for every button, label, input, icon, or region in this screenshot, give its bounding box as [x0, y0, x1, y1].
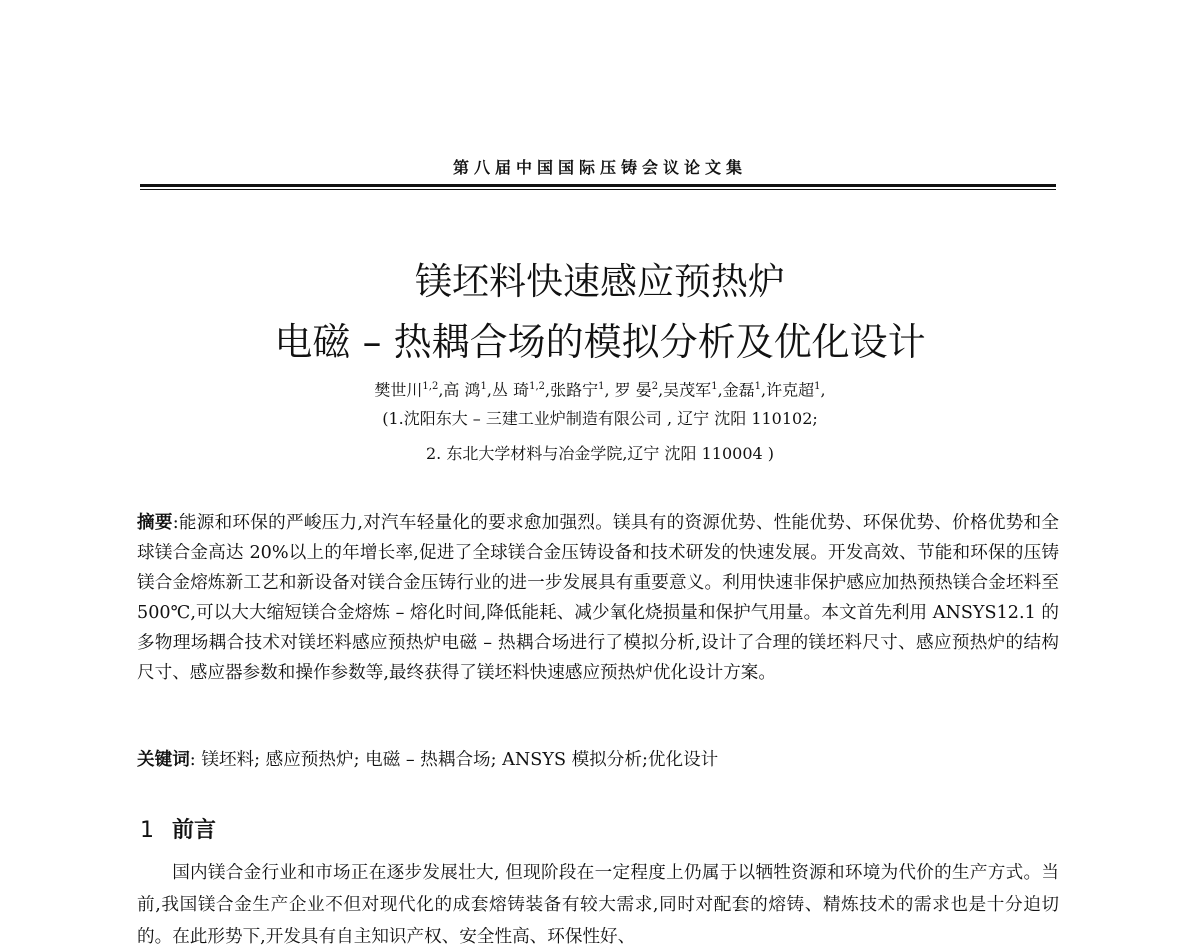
abstract	[137, 508, 1059, 688]
abstract-label: 摘要	[137, 513, 173, 533]
paper-title-line-1: 镁坯料快速感应预热炉	[415, 260, 785, 303]
author-name: ,张路宁	[544, 380, 599, 400]
author-list-trailing: ,	[820, 380, 826, 400]
author-name: ,许克超	[761, 380, 815, 400]
author-name: ,丛 琦	[486, 380, 530, 400]
author-affiliation-mark: 1	[754, 381, 762, 392]
section-heading	[140, 816, 216, 846]
keywords-label: 关键词	[137, 750, 190, 770]
affiliation-line-1: (1.沈阳东大 – 三建工业炉制造有限公司 , 辽宁 沈阳 110102;	[382, 409, 818, 428]
intro-paragraph: 国内镁合金行业和市场正在逐步发展壮大, 但现阶段在一定程度上仍属于以牺牲资源和环境为代价的生产方式。当前,我国镁合金生产企业不但对现代化的成套熔铸装备有较大需求,同时对配套的熔铸、精炼技术的需求也是十分迫切的。在此形势下,开发具有自主知识产权、安全性高、环保性好、	[137, 863, 1059, 947]
author-name: ,吴茂军	[658, 380, 712, 400]
header-rule-thin	[140, 189, 1056, 190]
running-header: 第八届中国国际压铸会议论文集	[452, 158, 747, 177]
author-affiliation-mark: 1	[711, 381, 718, 392]
author-name: ,高 鸿	[438, 380, 481, 400]
affiliation-line-2: 2. 东北大学材料与冶金学院,辽宁 沈阳 110004 )	[425, 444, 775, 463]
paper-title-line-2: 电磁 – 热耦合场的模拟分析及优化设计	[274, 320, 926, 364]
author-name: 樊世川	[374, 380, 423, 400]
author-name: , 罗 晏	[604, 380, 652, 400]
author-affiliation-mark: 1	[814, 381, 821, 392]
section-number: 1	[140, 818, 154, 843]
author-affiliation-mark: 1	[480, 381, 487, 392]
author-affiliation-mark: 1	[598, 381, 605, 392]
author-list	[140, 374, 1060, 403]
author-affiliation-mark: 2	[651, 381, 659, 392]
keywords-text: : 镁坯料; 感应预热炉; 电磁 – 热耦合场; ANSYS 模拟分析;优化设计	[189, 750, 719, 770]
abstract-text: :能源和环保的严峻压力,对汽车轻量化的要求愈加强烈。镁具有的资源优势、性能优势、环保优势、价格优势和全球镁合金高达 20%以上的年增长率,促进了全球镁合金压铸设备和技术研发的快速发展。开发高效、节能和环保的压铸镁合金熔炼新工艺和新设备对镁合金压铸行业的进一步发展具有重要意义。利用快速非保护感应加热预热镁合金坯料至 500℃,可以大大缩短镁合金熔炼 – 熔化时间,降低能耗、减少氧化烧损量和保护气用量。本文首先利用 ANSYS12.1 的多物理场耦合技术对镁坯料感应预热炉电磁 – 热耦合场进行了模拟分析,设计了合理的镁坯料尺寸、感应预热炉的结构尺寸、感应器参数和操作参数等,最终获得了镁坯料快速感应预热炉优化设计方案。	[137, 513, 1059, 683]
author-affiliation-mark: 1,2	[529, 381, 545, 392]
author-affiliation-mark: 1,2	[422, 381, 439, 392]
header-rule-thick	[140, 184, 1056, 187]
section-title: 前言	[172, 818, 217, 843]
keywords	[137, 745, 1059, 775]
author-name: ,金磊	[717, 380, 755, 400]
